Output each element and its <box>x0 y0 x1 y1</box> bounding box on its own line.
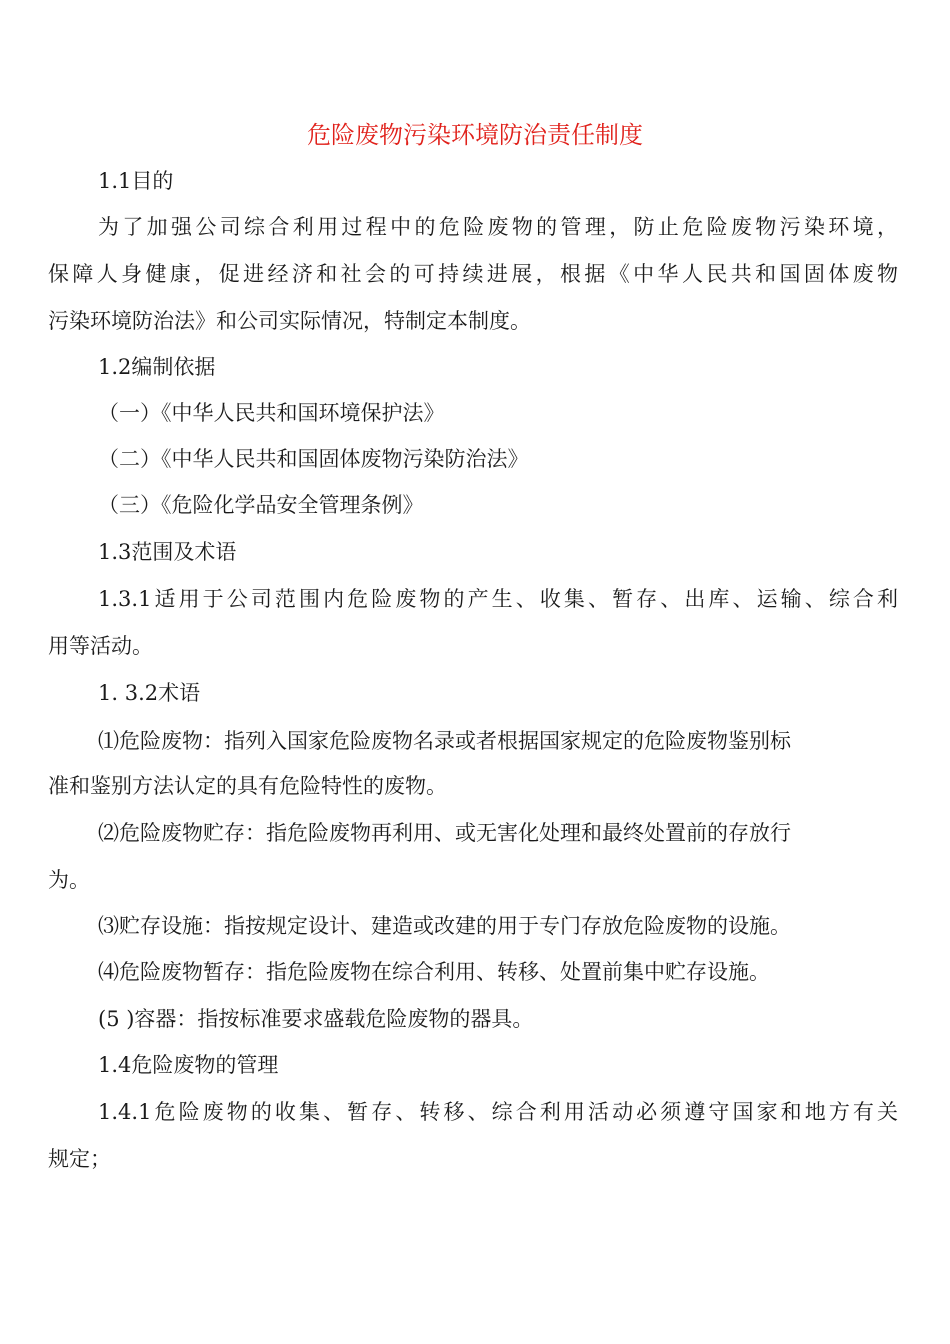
term-definition-line: ⑴危险废物：指列入国家危险废物名录或者根据国家规定的危险废物鉴别标 <box>98 729 791 753</box>
term-definition-line: (5 )容器：指按标准要求盛载危险废物的器具。 <box>98 1007 534 1031</box>
term-definition-line: ⑷危险废物暂存：指危险废物在综合利用、转移、处置前集中贮存设施。 <box>98 960 770 984</box>
paragraph-line: 保障人身健康，促进经济和社会的可持续进展，根据《中华人民共和国固体废物 <box>48 262 898 286</box>
term-definition-line: ⑶贮存设施：指按规定设计、建造或改建的用于专门存放危险废物的设施。 <box>98 914 791 938</box>
section-heading-1-2: 1.2编制依据 <box>98 355 216 379</box>
paragraph-line: 规定； <box>48 1147 111 1171</box>
basis-item-1: （一）《中华人民共和国环境保护法》 <box>98 401 445 425</box>
term-definition-line: 为。 <box>48 868 90 892</box>
term-definition-line: 准和鉴别方法认定的具有危险特性的废物。 <box>48 774 447 798</box>
basis-item-2: （二）《中华人民共和国固体废物污染防治法》 <box>98 447 529 471</box>
section-heading-1-3: 1.3范围及术语 <box>98 540 237 564</box>
paragraph-line: 污染环境防治法》和公司实际情况，特制定本制度。 <box>48 309 531 333</box>
basis-item-3: （三）《危险化学品安全管理条例》 <box>98 493 424 517</box>
paragraph-line: 1.3.1适用于公司范围内危险废物的产生、收集、暂存、出库、运输、综合利 <box>98 587 898 611</box>
paragraph-line: 用等活动。 <box>48 634 153 658</box>
paragraph-line: 为了加强公司综合利用过程中的危险废物的管理，防止危险废物污染环境， <box>98 215 898 239</box>
document-title: 危险废物污染环境防治责任制度 <box>307 121 643 149</box>
term-definition-line: ⑵危险废物贮存：指危险废物再利用、或无害化处理和最终处置前的存放行 <box>98 821 791 845</box>
section-heading-1-3-2: 1. 3.2术语 <box>98 681 201 705</box>
paragraph-line: 1.4.1危险废物的收集、暂存、转移、综合利用活动必须遵守国家和地方有关 <box>98 1100 898 1124</box>
section-heading-1-4: 1.4危险废物的管理 <box>98 1053 279 1077</box>
section-heading-1-1: 1.1目的 <box>98 169 174 193</box>
